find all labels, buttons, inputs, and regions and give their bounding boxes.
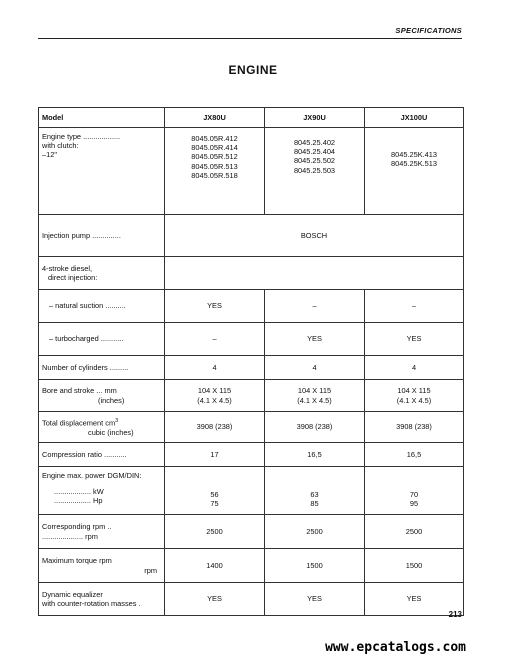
turbocharged-label: – turbocharged ........... <box>39 323 165 356</box>
col-header-model: Model <box>39 108 165 128</box>
displacement-label-sup: 3 <box>115 418 119 425</box>
four-stroke-label <box>39 257 165 290</box>
corr-rpm-label-line: Corresponding rpm .. <box>42 522 112 532</box>
engine-code: 8045.25.502 <box>293 156 336 166</box>
specifications-table <box>38 107 464 616</box>
cylinders-jx100u: 4 <box>365 356 464 380</box>
natural-suction-jx80u: YES <box>165 290 265 323</box>
engine-code: 8045.05R.412 <box>191 134 238 143</box>
turbocharged-jx90u: YES <box>265 323 365 356</box>
max-torque-label-line: Maximum torque rpm <box>42 556 112 566</box>
col-header-jx100u: JX100U <box>365 108 464 128</box>
col-header-jx80u: JX80U <box>165 108 265 128</box>
bore-stroke-value: 104 X 115 <box>397 386 431 396</box>
corr-rpm-jx90u: 2500 <box>265 515 365 549</box>
displacement-jx80u: 3908 (238) <box>165 412 265 443</box>
natural-suction-jx100u: – <box>365 290 464 323</box>
bore-stroke-label-line: Bore and stroke ... mm <box>42 386 117 396</box>
engine-type-label-line: with clutch: <box>42 141 79 151</box>
power-jx90u <box>265 467 365 515</box>
dynamic-eq-jx90u: YES <box>265 583 365 616</box>
displacement-label-main: Total displacement cm <box>42 418 116 428</box>
engine-code: 8045.25.503 <box>293 165 336 175</box>
engine-type-label <box>39 128 165 215</box>
compression-jx100u: 16,5 <box>365 443 464 467</box>
bore-stroke-jx100u <box>365 380 464 412</box>
section-header: SPECIFICATIONS <box>395 26 462 35</box>
compression-label: Compression ratio ........... <box>39 443 165 467</box>
turbocharged-jx80u: – <box>165 323 265 356</box>
engine-code: 8045.05R.513 <box>191 161 238 171</box>
bore-stroke-inches: (4.1 X 4.5) <box>297 395 332 405</box>
engine-type-label-line: Engine type .................. <box>42 132 121 141</box>
table-header-row <box>39 108 464 128</box>
row-cylinders <box>39 356 464 380</box>
dynamic-eq-jx80u: YES <box>165 583 265 616</box>
corr-rpm-jx80u: 2500 <box>165 515 265 549</box>
engine-type-jx80u <box>165 128 265 215</box>
four-stroke-values <box>165 257 464 290</box>
watermark-url: www.epcatalogs.com <box>325 640 466 655</box>
engine-type-jx100u <box>365 128 464 215</box>
header-rule <box>38 38 462 39</box>
bore-stroke-label <box>39 380 165 412</box>
engine-code: 8045.05R.414 <box>191 143 238 153</box>
engine-code: 8045.25K.513 <box>390 159 438 169</box>
row-displacement <box>39 412 464 443</box>
page-number: 213 <box>448 610 462 619</box>
displacement-label <box>39 412 165 443</box>
four-stroke-label-line: 4-stroke diesel, <box>42 263 93 273</box>
page-title: ENGINE <box>228 63 278 77</box>
power-kw-value: 70 <box>409 489 419 499</box>
power-jx100u <box>365 467 464 515</box>
corr-rpm-label-line: .................... rpm <box>42 531 98 541</box>
power-hp-value: 75 <box>210 498 219 508</box>
compression-jx80u: 17 <box>165 443 265 467</box>
engine-code: 8045.05R.512 <box>191 152 238 162</box>
bore-stroke-jx90u <box>265 380 365 412</box>
bore-stroke-value: 104 X 115 <box>197 386 232 396</box>
col-header-jx90u: JX90U <box>265 108 365 128</box>
engine-code: 8045.25.404 <box>293 147 336 157</box>
row-corresponding-rpm <box>39 515 464 549</box>
engine-code: 8045.25K.413 <box>390 150 438 159</box>
natural-suction-label: – natural suction .......... <box>39 290 165 323</box>
corr-rpm-jx100u: 2500 <box>365 515 464 549</box>
cylinders-jx80u: 4 <box>165 356 265 380</box>
dynamic-eq-jx100u: YES <box>365 583 464 616</box>
cylinders-jx90u: 4 <box>265 356 365 380</box>
max-torque-jx100u: 1500 <box>365 549 464 583</box>
engine-code: 8045.25.402 <box>293 138 336 147</box>
engine-type-label-line: –12" <box>42 150 57 160</box>
corr-rpm-label <box>39 515 165 549</box>
row-injection-pump <box>39 215 464 257</box>
power-label <box>39 467 165 515</box>
cylinders-label: Number of cylinders ......... <box>39 356 165 380</box>
row-max-torque <box>39 549 464 583</box>
row-four-stroke <box>39 257 464 290</box>
bore-stroke-label-line: (inches) <box>98 395 125 405</box>
row-power <box>39 467 464 515</box>
bore-stroke-inches: (4.1 X 4.5) <box>396 395 432 405</box>
max-torque-label <box>39 549 165 583</box>
engine-code: 8045.05R.518 <box>191 170 238 180</box>
power-kw-label: .................. kW <box>54 487 104 497</box>
row-engine-type <box>39 128 464 215</box>
displacement-label-sub: cubic (inches) <box>88 427 134 437</box>
injection-pump-value: BOSCH <box>165 215 464 257</box>
engine-type-jx90u <box>265 128 365 215</box>
bore-stroke-jx80u <box>165 380 265 412</box>
power-hp-value: 95 <box>409 498 419 508</box>
max-torque-jx90u: 1500 <box>265 549 365 583</box>
row-dynamic-equalizer <box>39 583 464 616</box>
injection-pump-label: Injection pump .............. <box>39 215 165 257</box>
row-compression <box>39 443 464 467</box>
dynamic-eq-label <box>39 583 165 616</box>
turbocharged-jx100u: YES <box>365 323 464 356</box>
power-label-title: Engine max. power DGM/DIN: <box>42 471 142 480</box>
power-jx80u <box>165 467 265 515</box>
row-bore-stroke <box>39 380 464 412</box>
displacement-jx90u: 3908 (238) <box>265 412 365 443</box>
max-torque-jx80u: 1400 <box>165 549 265 583</box>
power-kw-value: 63 <box>310 489 319 499</box>
dynamic-eq-label-line: with counter-rotation masses . <box>42 599 141 608</box>
natural-suction-jx90u: – <box>265 290 365 323</box>
dynamic-eq-label-line: Dynamic equalizer <box>42 589 103 599</box>
bore-stroke-inches: (4.1 X 4.5) <box>197 395 232 405</box>
power-kw-value: 56 <box>210 489 219 499</box>
row-natural-suction <box>39 290 464 323</box>
max-torque-label-line: rpm <box>144 565 157 575</box>
power-hp-label: .................. Hp <box>54 496 103 506</box>
displacement-jx100u: 3908 (238) <box>365 412 464 443</box>
bore-stroke-value: 104 X 115 <box>297 386 332 396</box>
power-hp-value: 85 <box>310 498 319 508</box>
row-turbocharged <box>39 323 464 356</box>
compression-jx90u: 16,5 <box>265 443 365 467</box>
four-stroke-label-line: direct injection: <box>48 273 98 282</box>
